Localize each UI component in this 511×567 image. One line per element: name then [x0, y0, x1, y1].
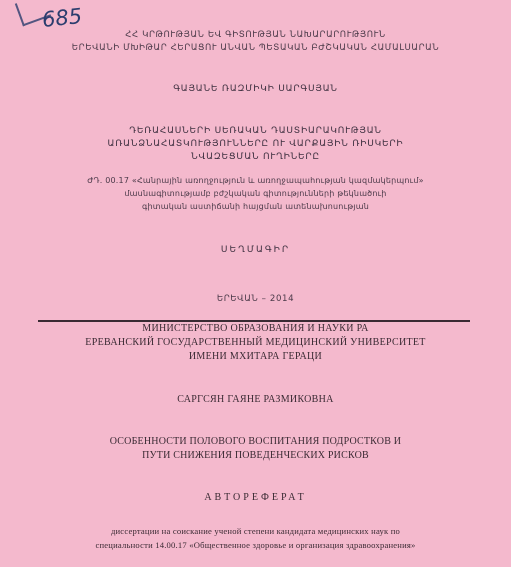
russian-dissertation-line-1: диссертации на соискание ученой степени кандидата медицинских наук по	[110, 526, 401, 536]
russian-title-line-1: ОСОБЕННОСТИ ПОЛОВОГО ВОСПИТАНИЯ ПОДРОСТКОВ И	[109, 436, 402, 447]
russian-ministry-line-1: МИНИСТЕРСТВО ОБРАЗОВАНИЯ И НАУКИ РА	[142, 323, 369, 334]
armenian-specialty-line-2: մասնագիտությամբ բժշկական գիտությունների թեկնածուի	[124, 189, 387, 198]
armenian-specialty-line-3: գիտական աստիճանի հայցման ատենախոսության	[142, 202, 369, 211]
russian-ministry-line-3: ИМЕНИ МХИТАРА ГЕРАЦИ	[188, 351, 323, 362]
armenian-author: ԳԱՅԱՆԵ ՌԱԶՄԻԿԻ ՍԱՐԳՍՅԱՆ	[173, 84, 338, 94]
russian-doc-type: АВТОРЕФЕРАТ	[204, 492, 307, 503]
armenian-title-line-3: ՆՎԱԶԵՑՄԱՆ ՈՒՂԻՆԵՐԸ	[191, 152, 320, 162]
armenian-specialty-line-1: ԺԴ. 00.17 «Հանրային առողջություն և առողջապահության կազմակերպում»	[87, 176, 424, 185]
russian-dissertation-line-2: специальности 14.00.17 «Общественное здоровье и организация здравоохранения»	[95, 540, 416, 550]
armenian-university: ԵՐԵՎԱՆԻ ՄԽԻԹԱՐ ՀԵՐԱՑՈՒ ԱՆՎԱՆ ՊԵՏԱԿԱՆ ԲԺՇԿԱԿԱՆ ՀԱՄԱԼՍԱՐԱՆ	[71, 43, 440, 53]
armenian-title-line-2: ԱՌԱՆՁՆԱՀԱՏԿՈՒԹՅՈՒՆՆԵՐԸ ՈՒ ՎԱՐՔԱՅԻՆ ՌԻՍԿԵՐԻ	[107, 139, 404, 149]
divider-rule	[38, 320, 470, 322]
armenian-ministry: ՀՀ ԿՐԹՈՒԹՅԱՆ ԵՎ ԳԻՏՈՒԹՅԱՆ ՆԱԽԱՐԱՐՈՒԹՅՈՒՆ	[125, 30, 386, 40]
russian-ministry-line-2: ЕРЕВАНСКИЙ ГОСУДАРСТВЕННЫЙ МЕДИЦИНСКИЙ УНИВЕРСИТЕТ	[85, 337, 426, 348]
russian-title-line-2: ПУТИ СНИЖЕНИЯ ПОВЕДЕНЧЕСКИХ РИСКОВ	[142, 450, 369, 461]
armenian-city-year: ԵՐԵՎԱՆ – 2014	[216, 294, 295, 304]
russian-author: САРГСЯН ГАЯНЕ РАЗМИКОВНА	[177, 394, 334, 405]
handwritten-number: 685	[40, 3, 84, 33]
armenian-title-line-1: ԴԵՌԱՀԱՍՆԵՐԻ ՍԵՌԱԿԱՆ ԴԱՍՏԻԱՐԱԿՈՒԹՅԱՆ	[129, 126, 382, 136]
armenian-doc-type: ՍԵՂՄԱԳԻՐ	[220, 245, 291, 255]
